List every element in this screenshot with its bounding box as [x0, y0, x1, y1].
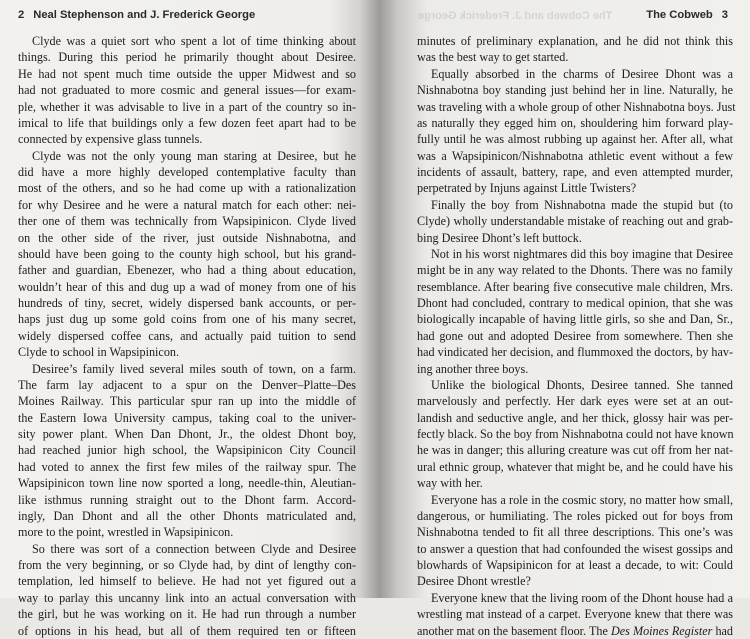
text-line: imical to life that buildings only a few dozen feet apart had to be [18, 115, 356, 130]
text-line: had vindicated her decision, and flummoxed the doctors, by hav- [417, 345, 733, 360]
text-line: Everyone has a role in the cosmic story, no matter how small, [431, 492, 733, 507]
text-line: Clyde) wholly understandable mistake of reaching out and grab- [417, 214, 733, 229]
text-line: was traveling with a whole group of other Nishnabotna boys. Just [417, 99, 736, 114]
text-line: connected by expensive glass tunnels. [18, 132, 203, 147]
text-line: blowhards of Wapsipinicon for at least a decade, to wit: Could [417, 558, 733, 572]
text-line: wouldn’t hear of this and dug up a wad of money from one of his [18, 279, 356, 294]
text-line: the Eastern Iowa University campus, taking coal to the univer- [18, 410, 356, 425]
text-line: way with her. [417, 476, 483, 491]
left-page [0, 0, 375, 638]
text-line: had gone out and adopted Desiree from somewhere. Then she [417, 328, 733, 343]
text-line: He had not spent much time outside the upper Midwest and so [18, 66, 356, 81]
text-line: Desiree Dhont wrestle? [417, 574, 531, 589]
text-line: was the best way to get started. [417, 50, 569, 65]
right-running-head [646, 9, 728, 25]
show-through-text: The Cobweb and J. Frederick George [418, 10, 613, 22]
right-page-body [417, 33, 736, 639]
text-line: another mat on the basement floor. The Des Moines Register had [417, 623, 734, 638]
text-line: fectly black. So the boy from Nishnabotna could not have known [417, 427, 734, 441]
text-line: to answer a question that had confounded the wisest gossips and [417, 541, 733, 556]
text-line: had reached junior high school, the Wapsipinicon City Council [18, 443, 356, 458]
text-line: incidents of assault, battery, rape, and even attempted murder, [417, 165, 733, 179]
text-line: most of the others, and so he had come up with a rationalization [18, 181, 356, 196]
text-line: So there was sort of a connection between Clyde and Desiree [32, 541, 356, 556]
running-head-authors: Neal Stephenson and J. Frederick George [33, 9, 256, 21]
text-line: Equally absorbed in the charms of Desiree Dhont was a [431, 66, 733, 81]
text-line: Finally the boy from Nishnabotna made the stupid but (to [431, 197, 733, 212]
text-line: Clyde was not the only young man staring at Desiree, but he [32, 148, 356, 163]
text-line: resemblance. After bearing five consecutive male children, Mrs. [417, 279, 733, 294]
text-line: haps just dug up some gold coins from one of his many secret, [18, 312, 356, 327]
text-line: Desiree’s family lived several miles south of town, on a farm. [32, 361, 356, 376]
text-line: way to parlay this uncanny link into an actual conversation with [18, 590, 356, 605]
text-line: hundreds of tiny, secret, widely dispersed bank accounts, or per- [18, 296, 356, 310]
text-line: biologically incapable of having little girls, so she and Dan, Sr., [417, 312, 733, 327]
text-line: Nishnabotna tended to fit all three descriptions. This one’s was [417, 525, 733, 540]
text-line: landish and seductive angle, and her thick, glossy hair was per- [417, 410, 733, 425]
italic-title: Des Moines Register [610, 623, 713, 638]
text-line: bing Desiree Dhont’s left buttock. [417, 230, 582, 245]
text-line: ther one of them was technically from Wapsipinicon. Clyde lived [18, 214, 356, 229]
page-number: 2 [18, 9, 25, 21]
text-line: from the very beginning, or so Clyde had, by dint of lengthy con- [18, 558, 356, 572]
text-line: The farm lay adjacent to a spur on the Denver–Platte–Des [18, 377, 356, 392]
text-line: marvelously and perfectly. Her dark eyes were set at an out- [417, 394, 733, 409]
text-line: like isthmus running straight out to the Dhont farm. Accord- [18, 492, 356, 507]
text-line: Everyone knew that the living room of the Dhont house had a [431, 590, 733, 605]
text-line: fully until he was almost rubbing up against her. After all, what [417, 132, 733, 147]
text-line: sity power plant. When Dan Dhont, Jr., the oldest Dhont boy, [18, 427, 356, 441]
text-line: dangerous, or humiliating. The roles picked out for boys from [417, 508, 733, 523]
text-line: widely dispersed coffee cans, and actually paid tuition to send [18, 328, 356, 343]
text-line: did have a more highly developed contemplative faculty than [18, 165, 356, 179]
text-line: of options in his head, but all of them required ten or fifteen [18, 623, 356, 638]
text-line: wrestling mat instead of a carpet. Everyone knew that there was [417, 607, 733, 622]
text-line: father and guardian, Ebenezer, who had a thing about education, [18, 263, 356, 278]
text-line: Moines Railway. This particular spur ran up into the middle of [18, 394, 356, 409]
text-line: had not graduated to more cosmic and general issues—for exam- [18, 83, 356, 98]
text-line: Wapsipinicon town line now sported a long, needle-thin, Aleutian- [18, 476, 356, 491]
text-line: Dhont had concluded, contrary to medical opinion, that she was [417, 296, 733, 310]
text-line: Not in his worst nightmares did this boy imagine that Desiree [431, 246, 733, 261]
text-line: should have been going to the county high school, but his grand- [18, 246, 356, 261]
text-line: he was in danger; this alluring creature was cut off from her nat- [417, 443, 733, 458]
text-line: might be in any way related to the Dhonts. There was no family [417, 263, 733, 278]
text-line: perpetrated by Injuns against Little Twisters? [417, 181, 637, 196]
text-line: minutes of preliminary explanation, and he did not think this [417, 34, 733, 48]
running-head-title: The Cobweb [646, 9, 713, 21]
left-page-body [18, 33, 356, 639]
text-line: Nishnabotna boy standing just behind her in line. Naturally, he [417, 83, 733, 98]
text-line: more to the point, wrestled in Wapsipinicon. [18, 525, 234, 540]
text-line: ing another three boys. [417, 361, 529, 376]
text-line: the girl, but he was working on it. He had run through a number [18, 607, 356, 622]
text-line: Clyde was a quiet sort who spent a lot of time thinking about [32, 34, 356, 48]
text-line: templation, led himself to believe. He had not yet figured out a [18, 574, 356, 589]
text-line: ple, whether it was advisable to live in a part of the country so in- [18, 99, 356, 114]
page-number: 3 [721, 9, 728, 21]
text-line: had voted to annex the first few miles of the railway spur. The [18, 459, 356, 474]
text-line: on the other side of the river, just outside Nishnabotna, and [18, 230, 356, 245]
text-line: ural ethnic group, whatever that might be, and he could have his [417, 459, 733, 474]
text-line: for why Desiree and he were a natural match for each other: nei- [18, 197, 356, 212]
text-line: ingly, Dan Dhont and all the other Dhonts matriculated and, [18, 508, 356, 523]
text-line: things. During this period he primarily thought about Desiree. [18, 50, 356, 65]
text-line: Unlike the biological Dhonts, Desiree tanned. She tanned [431, 377, 733, 392]
text-line: Clyde to school in Wapsipinicon. [18, 345, 179, 360]
text-line: was a Wapsipinicon/Nishnabotna athletic event without a few [417, 148, 733, 163]
right-page [375, 0, 750, 638]
left-running-head [18, 9, 255, 25]
text-line: as naturally they egged him on, shouldering him forward play- [417, 115, 733, 130]
